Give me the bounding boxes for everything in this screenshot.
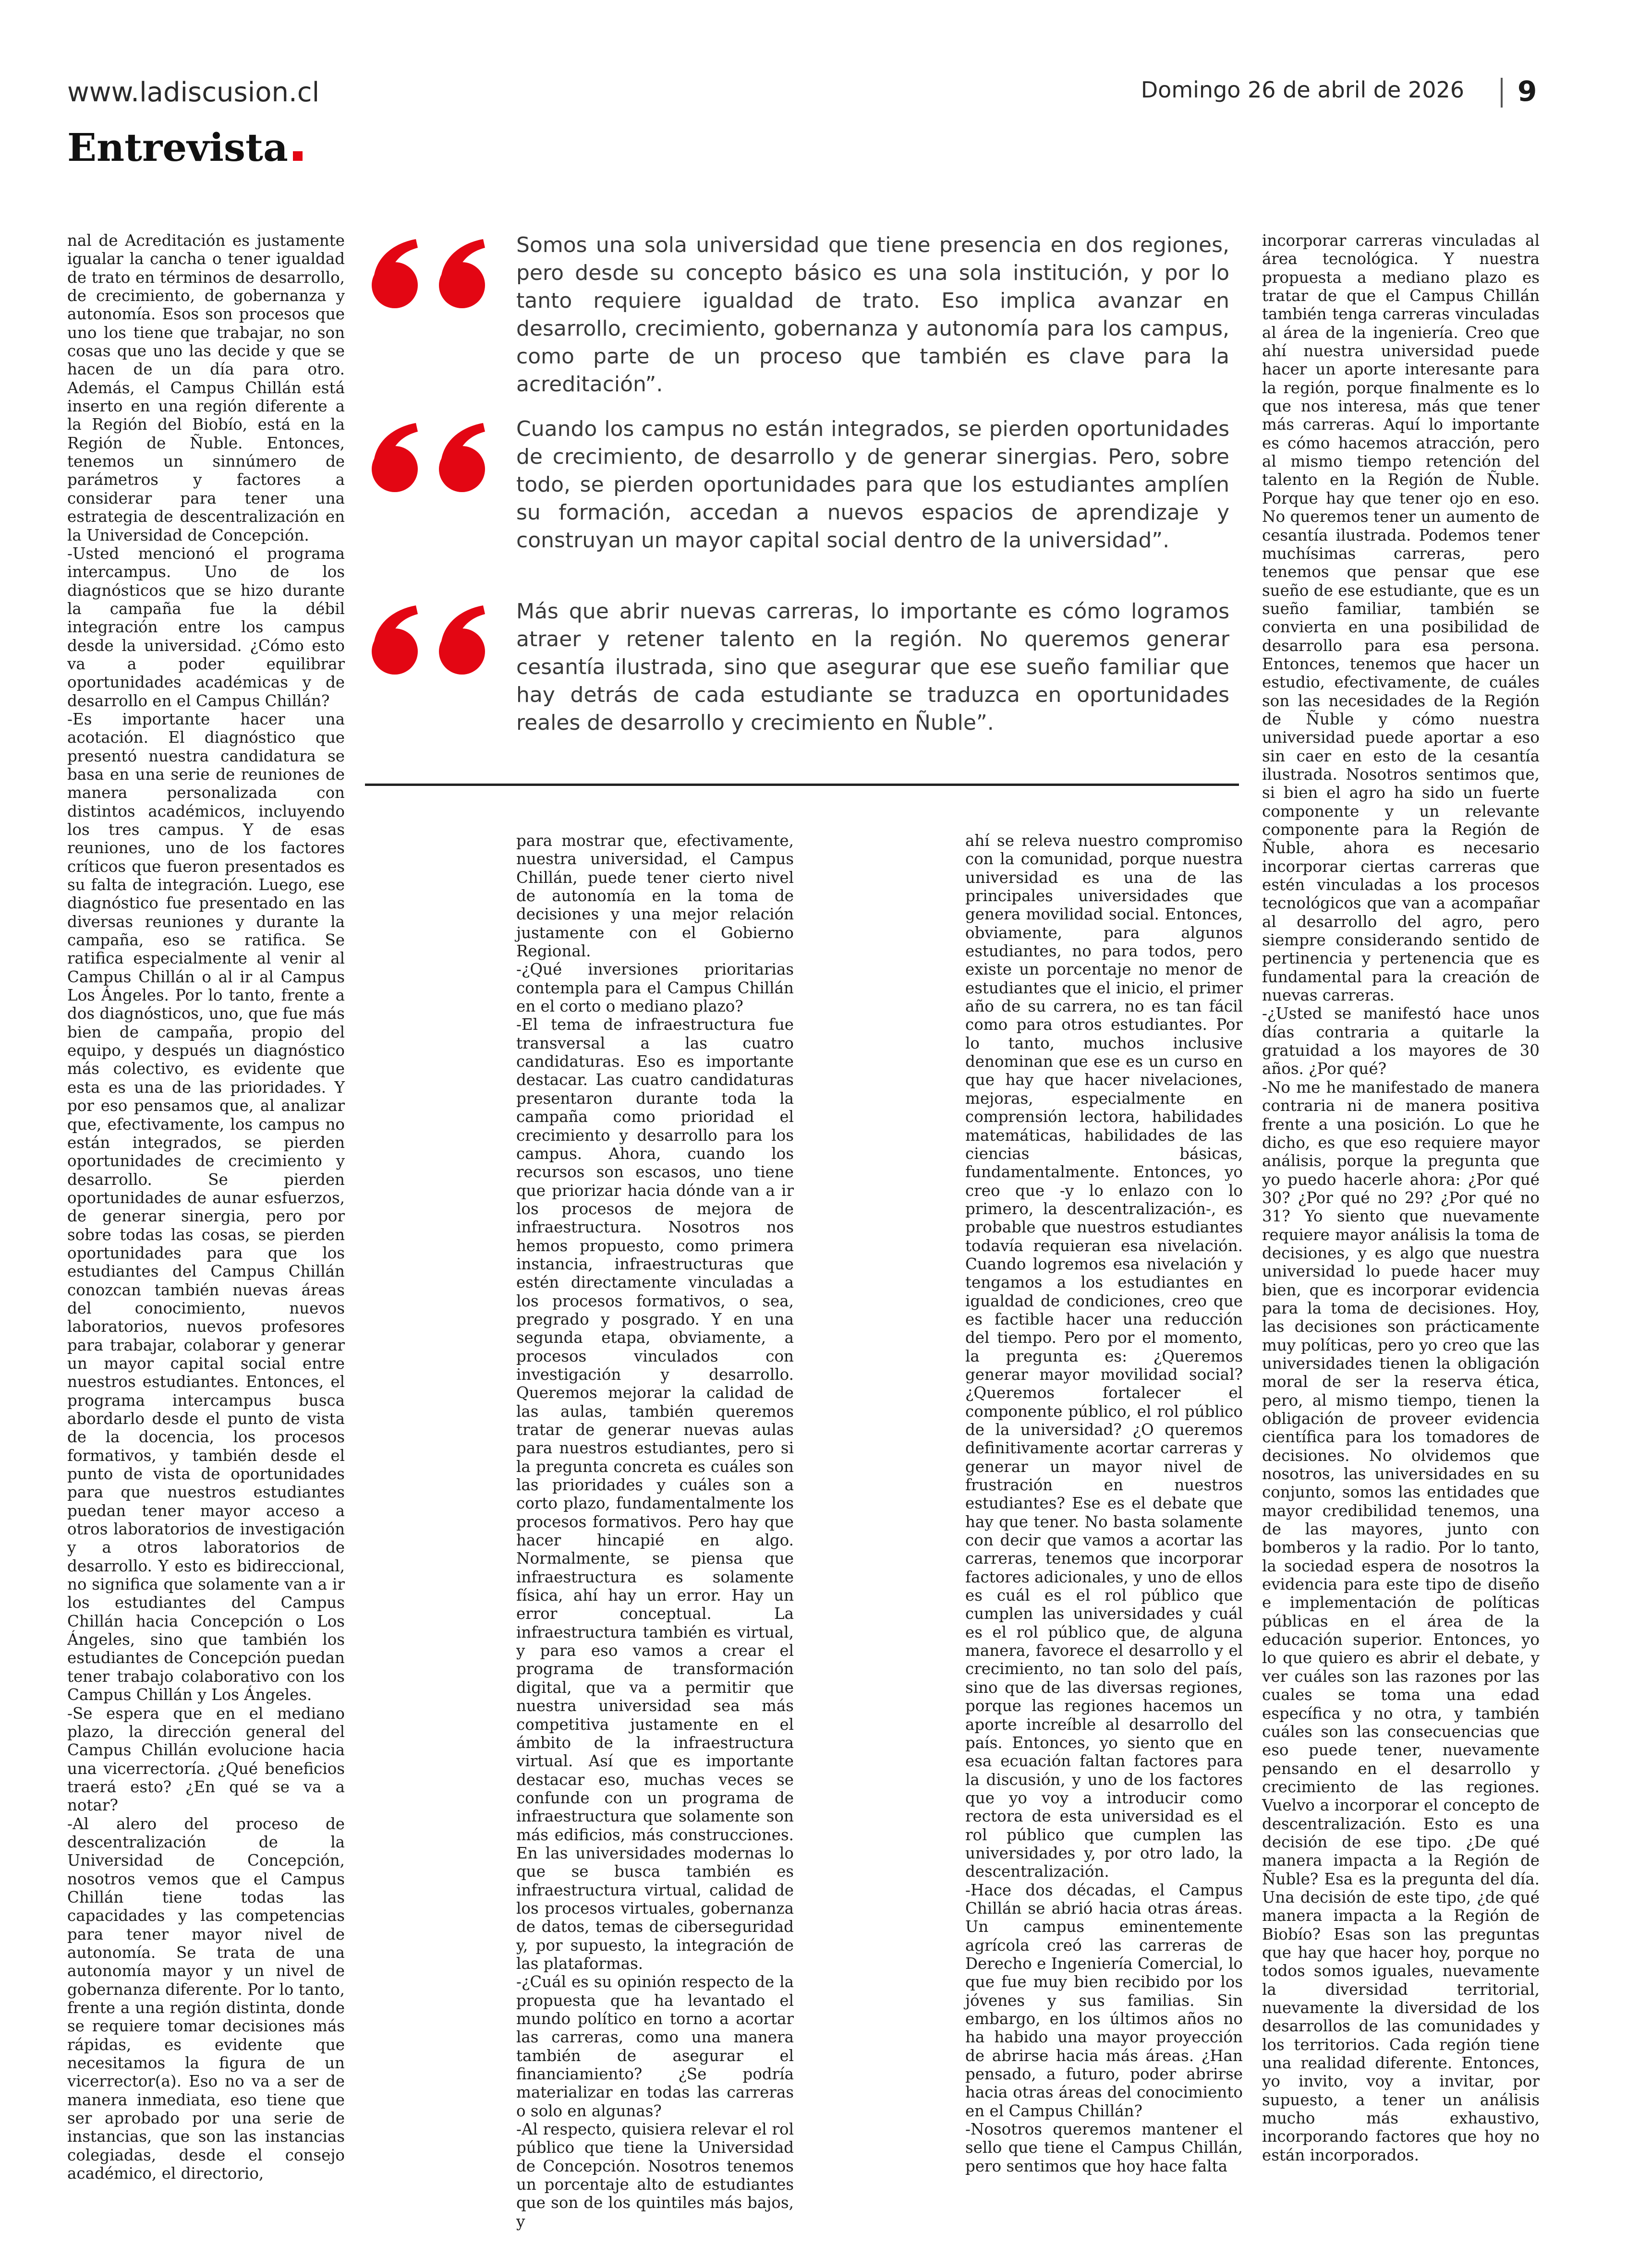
- section-dot: [293, 151, 303, 161]
- article-column-2: [516, 832, 794, 2233]
- pull-quote-text: Más que abrir nuevas carreras, lo importante es cómo logramos atraer y retener talento en la región. No queremos generar cesantía ilustrada, sino que asegurar que ese sueño familiar que hay detrás de cada estudiante se traduzca en oportunidades reales de desarrollo y crecimiento en Ñuble”.: [516, 599, 1229, 735]
- quote-mark-icon: [365, 231, 495, 308]
- article-paragraph: ahí se releva nuestro compromiso con la comunidad, porque nuestra universidad es una de las principales universidades que genera movilidad social. Entonces, obviamente, para algunos estudiantes, no para todos, pero existe un porcentaje no menor de estudiantes que el inicio, el primer año de su carrera, no es tan fácil como para otros estudiantes. Por lo tanto, muchos inclusive denominan que ese es un curso en que hay que hacer nivelaciones, mejoras, especialmente en comprensión lectora, habilidades matemáticas, habilidades de las ciencias básicas, fundamentalmente. Entonces, yo creo que -y lo enlazo con lo primero, la descentralización-, es probable que nuestros estudiantes todavía requieran esa nivelación. Cuando logremos esa nivelación y tengamos a los estudiantes en igualdad de condiciones, creo que es factible hacer una reducción del tiempo. Pero por el momento, la pregunta es: ¿Queremos generar mayor movilidad social? ¿Queremos fortalecer el componente público, el rol público de la universidad? ¿O queremos definitivamente acortar carreras y generar un mayor nivel de frustración en nuestros estudiantes? Ese es el debate que hay que tener. No basta solamente con decir que vamos a acortar las carreras, tenemos que incorporar factores adicionales, y uno de ellos es cuál es el rol público que cumplen las universidades y cuál es el rol público que, de alguna manera, favorece el desarrollo y el crecimiento, no tan solo del país, sino que de las diversas regiones, porque las regiones hacemos un aporte increíble al desarrollo del país. Entonces, yo siento que en esa ecuación faltan factores para la discusión, y uno de los factores que yo voy a introducir como rectora de esta universidad es el rol público que cumplen las universidades y, por otro lado, la descentralización.: [965, 832, 1243, 1881]
- issue-date: Domingo 26 de abril de 2026: [1141, 77, 1464, 103]
- section-title: [67, 125, 303, 170]
- interview-question: -¿Qué inversiones prioritarias contempla para el Campus Chillán en el corto o mediano plazo?: [516, 960, 794, 1016]
- article-paragraph: para mostrar que, efectivamente, nuestra universidad, el Campus Chillán, puede tener cierto nivel de autonomía en la toma de decisiones y una mejor relación justamente con el Gobierno Regional.: [516, 832, 794, 961]
- article-paragraph: -Al alero del proceso de descentralización de la Universidad de Concepción, nosotros vemos que el Campus Chillán tiene todas las capacidades y las competencias para tener mayor nivel de autonomía. Se trata de una autonomía mayor y un nivel de gobernanza diferente. Por lo tanto, frente a una región distinta, donde se requiere tomar decisiones más rápidas, es evidente que necesitamos la figura de un vicerrector(a). Eso no va a ser de manera inmediata, eso tiene que ser aprobado por una serie de instancias, que son las instancias colegiadas, desde el consejo académico, el directorio,: [67, 1814, 345, 2183]
- pull-quote-text: Somos una sola universidad que tiene presencia en dos regiones, pero desde su concepto básico es una sola institución, y por lo tanto requiere igualdad de trato. Eso implica avanzar en desarrollo, crecimiento, gobernanza y autonomía para los campus, como parte de un proceso que también es clave para la acreditación”.: [516, 233, 1229, 397]
- article-paragraph: -Nosotros queremos mantener el sello que tiene el Campus Chillán, pero sentimos que hoy hace falta: [965, 2120, 1243, 2175]
- article-paragraph: nal de Acreditación es justamente igualar la cancha o tener igualdad de trato en términos de desarrollo, de crecimiento, de gobernanza y autonomía. Esos son procesos que uno los tiene que trabajar, no son cosas que uno las decide y que se hacen de un día para otro. Además, el Campus Chillán está inserto en una región diferente a la Región del Biobío, está en la Región de Ñuble. Entonces, tenemos un sinnúmero de parámetros y factores a considerar para tener una estrategia de descentralización en la Universidad de Concepción.: [67, 231, 345, 544]
- page-number: 9: [1518, 75, 1537, 108]
- article-column-3: [965, 832, 1243, 2233]
- article-paragraph: -El tema de infraestructura fue transversal a las cuatro candidaturas. Eso es importante destacar. Las cuatro candidaturas presentaron durante toda la campaña como prioridad el crecimiento y desarrollo para los campus. Ahora, cuando los recursos son escasos, uno tiene que priorizar hacia dónde van a ir los procesos de mejora de infraestructura. Nosotros nos hemos propuesto, como primera instancia, infraestructuras que estén directamente vinculadas a los procesos formativos, o sea, pregrado y posgrado. Y en una segunda etapa, obviamente, a procesos vinculados con investigación y desarrollo. Queremos mejorar la calidad de las aulas, también queremos tratar de generar nuevas aulas para nuestros estudiantes, pero si la pregunta concreta es cuáles son las prioridades y cuáles son a corto plazo, fundamentalmente los procesos formativos. Pero hay que hacer hincapié en algo. Normalmente, se piensa que infraestructura es solamente física, ahí hay un error. Hay un error conceptual. La infraestructura también es virtual, y para eso vamos a crear el programa de transformación digital, que va a permitir que nuestra universidad sea más competitiva justamente en el ámbito de la infraestructura virtual. Así que es importante destacar eso, muchas veces se confunde con un programa de infraestructura que solamente son más edificios, más construcciones. En las universidades modernas lo que se busca también es infraestructura virtual, calidad de los procesos virtuales, gobernanza de datos, temas de ciberseguridad y, por supuesto, la integración de las plataformas.: [516, 1015, 794, 1973]
- pull-quote-text: Cuando los campus no están integrados, se pierden oportunidades de crecimiento, de desarrollo y de generar sinergias. Pero, sobre todo, se pierden oportunidades para que los estudiantes amplíen su formación, accedan a nuevos espacios de aprendizaje y construyan un mayor capital social dentro de la universidad”.: [516, 417, 1229, 553]
- site-url[interactable]: www.ladiscusion.cl: [67, 77, 320, 108]
- interview-question: -Se espera que en el mediano plazo, la dirección general del Campus Chillán evolucione hacia una vicerrectoría. ¿Qué beneficios traerá esto? ¿En qué se va a notar?: [67, 1704, 345, 1815]
- article-paragraph: -Al respecto, quisiera relevar el rol público que tiene la Universidad de Concepción. Nosotros tenemos un porcentaje alto de estudiantes que son de los quintiles más bajos, y: [516, 2120, 794, 2231]
- interview-question: -¿Usted se manifestó hace unos días contraria a quitarle la gratuidad a los mayores de 30 años. ¿Por qué?: [1262, 1004, 1540, 1078]
- quotes-rule: [365, 784, 1239, 786]
- quote-mark-icon: [365, 598, 495, 675]
- article-column-4: [1262, 231, 1540, 2229]
- interview-question: -Hace dos décadas, el Campus Chillán se abrió hacia otras áreas. Un campus eminentemente agrícola creó las carreras de Derecho e Ingeniería Comercial, lo que fue muy bien recibido por los jóvenes y sus familias. Sin embargo, en los últimos años no ha habido una mayor proyección de abrirse hacia más áreas. ¿Han pensado, a futuro, poder abrirse hacia otras áreas del conocimiento en el Campus Chillán?: [965, 1881, 1243, 2120]
- pull-quote-2: [365, 415, 1239, 559]
- article-paragraph: -No me he manifestado de manera contraria ni de manera positiva frente a una posición. Lo que he dicho, es que eso requiere mayor análisis, porque la pregunta que yo puedo hacerle ahora: ¿Por qué 30? ¿Por qué no 29? ¿Por qué no 31? Yo siento que nuevamente requiere mayor análisis la toma de decisiones, y es algo que nuestra universidad lo puede hacer muy bien, que es incorporar evidencia para la toma de decisiones. Hoy, las decisiones son prácticamente muy políticas, pero yo creo que las universidades tienen la obligación moral de ser la reserva ética, pero, al mismo tiempo, tienen la obligación de proveer evidencia científica para los tomadores de decisiones. No olvidemos que nosotros, las universidades en su conjunto, somos las entidades que mayor credibilidad tenemos, una de las mayores, junto con bomberos y la radio. Por lo tanto, la sociedad espera de nosotros la evidencia para este tipo de diseño e implementación de políticas públicas en el área de la educación superior. Entonces, yo lo que quiero es abrir el debate, y ver cuáles son las razones por las cuales se toma una edad específica y no otra, y también cuáles son las consecuencias que eso puede tener, nuevamente pensando en el desarrollo y crecimiento de las regiones. Vuelvo a incorporar el concepto de descentralización. Esto es una decisión de ese tipo. ¿De qué manera impacta a la Región de Ñuble? Esa es la pregunta del día. Una decisión de este tipo, ¿de qué manera impacta a la Región de Biobío? Esas son las preguntas que hay que hacer hoy, porque no todos somos iguales, nuevamente la diversidad territorial, nuevamente la diversidad de los desarrollos de las comunidades y los territorios. Cada región tiene una realidad diferente. Entonces, yo invito, voy a invitar, por supuesto, a tener un análisis mucho más exhaustivo, incorporando factores que hoy no están incorporados.: [1262, 1078, 1540, 2164]
- article-paragraph: -Es importante hacer una acotación. El diagnóstico que presentó nuestra candidatura se basa en una serie de reuniones de manera personalizada con distintos académicos, incluyendo los tres campus. Y de esas reuniones, uno de los factores críticos que fueron presentados es su falta de integración. Luego, ese diagnóstico fue presentado en las diversas reuniones y durante la campaña, eso se ratifica. Se ratifica especialmente al venir al Campus Chillán o al ir al Campus Los Ángeles. Por lo tanto, frente a dos diagnósticos, uno, que fue más bien de campaña, propio del equipo, y después un diagnóstico más colectivo, es evidente que esta es una de las prioridades. Y por eso pensamos que, al analizar que, efectivamente, los campus no están integrados, se pierden oportunidades de crecimiento y desarrollo. Se pierden oportunidades de aunar esfuerzos, de generar sinergia, pero por sobre todas las cosas, se pierden oportunidades para que los estudiantes del Campus Chillán conozcan también nuevas áreas del conocimiento, nuevos laboratorios, nuevos profesores para trabajar, colaborar y generar un mayor capital social entre nuestros estudiantes. Entonces, el programa intercampus busca abordarlo desde el punto de vista de la docencia, los procesos formativos, y también desde el punto de vista de oportunidades para que nuestros estudiantes puedan tener mayor acceso a otros laboratorios de investigación y a otros laboratorios de desarrollo. Y esto es bidireccional, no significa que solamente van a ir los estudiantes del Campus Chillán hacia Concepción o Los Ángeles, sino que también los estudiantes de Concepción puedan tener trabajo colaborativo con los Campus Chillán y Los Ángeles.: [67, 710, 345, 1704]
- quote-mark-icon: [365, 415, 495, 492]
- article-paragraph: incorporar carreras vinculadas al área tecnológica. Y nuestra propuesta a mediano plazo es tratar de que el Campus Chillán también tenga carreras vinculadas al área de la ingeniería. Creo que ahí nuestra universidad puede hacer un aporte interesante para la región, porque finalmente es lo que nos interesa, más que tener más carreras. Aquí lo importante es cómo hacemos atracción, pero al mismo tiempo retención del talento en la Región de Ñuble. Porque hay que tener ojo en eso. No queremos tener un aumento de cesantía ilustrada. Podemos tener muchísimas carreras, pero tenemos que pensar que ese sueño de ese estudiante, que es un sueño familiar, también se convierta en una posibilidad de desarrollo para esa persona. Entonces, tenemos que hacer un estudio, efectivamente, de cuáles son las necesidades de la Región de Ñuble y cómo nuestra universidad puede aportar a eso sin caer en esto de la cesantía ilustrada. Nosotros sentimos que, si bien el agro ha sido un fuerte componente y un relevante componente para la Región de Ñuble, ahora es necesario incorporar ciertas carreras que estén vinculadas a los procesos tecnológicos que van a acompañar al desarrollo del agro, pero siempre considerando sentido de pertinencia y pertenencia que es fundamental para la creación de nuevas carreras.: [1262, 231, 1540, 1005]
- section-title-text: Entrevista: [67, 125, 288, 170]
- interview-question: -Usted mencionó el programa intercampus. Uno de los diagnósticos que se hizo durante la campaña fue la débil integración entre los campus desde la universidad. ¿Cómo esto va a poder equilibrar oportunidades académicas y de desarrollo en el Campus Chillán?: [67, 544, 345, 710]
- header-divider: [1501, 78, 1503, 108]
- article-column-1: [67, 231, 345, 2229]
- pull-quote-3: [365, 598, 1239, 756]
- interview-question: -¿Cuál es su opinión respecto de la propuesta que ha levantado el mundo político en torno a acortar las carreras, como una manera también de asegurar el financiamiento? ¿Se podría materializar en todas las carreras o solo en algunas?: [516, 1973, 794, 2120]
- pull-quote-1: [365, 231, 1239, 397]
